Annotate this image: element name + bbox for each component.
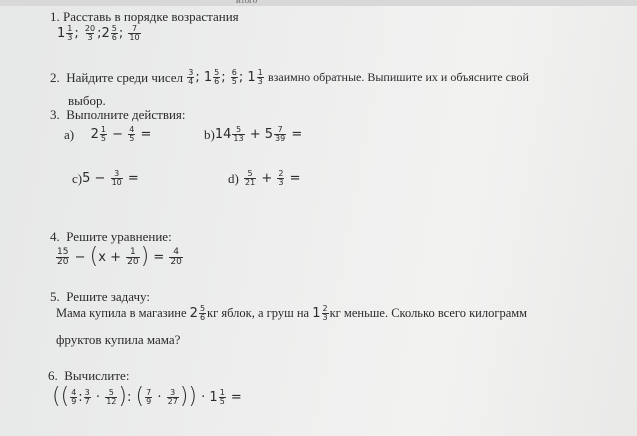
q1-a-fraction: 1 3 [67, 24, 73, 42]
header-fragment: итого [236, 0, 258, 5]
q1-text: Расставь в порядке возрастания [63, 9, 239, 24]
q4-number: 4. [50, 229, 60, 244]
q4-equation: 15 20 − ( x + $\frac{1}{20}$ ) = $\frac{4}{20}$ [57, 244, 182, 269]
q1-number-list [57, 25, 142, 42]
q1-c-fraction: 5 6 [111, 24, 117, 42]
q3-text: Выполните действия: [66, 107, 186, 122]
q1-a-whole: 1 [57, 26, 66, 41]
q2-number: 2. [50, 69, 60, 85]
q5-heading [50, 289, 150, 305]
q6-expression: ( ( 4 9 : 3 7 · 5 12 ) : ( 7 9 · 3 27 ) ) · 1 $\frac{1}{5}$ = [52, 384, 242, 409]
q3-d-expression: d) 5 21 + $\frac{2}{3}$ = [228, 169, 301, 187]
q5-number: 5. [50, 289, 60, 304]
q6-number: 6. [48, 368, 58, 383]
q1-b-fraction: 20 3 [84, 24, 96, 42]
q5-problem-line1: Мама купила в магазине 2 5 6 кг яблок, а груш на 1 2 3 кг меньше. Сколько всего килограмм [56, 304, 528, 322]
q1-c-whole: 2 [101, 26, 110, 41]
q1-sep: ; [97, 26, 102, 41]
q4-text: Решите уравнение: [66, 229, 172, 244]
q3-number: 3. [50, 107, 60, 122]
q5-problem-line2: фруктов купила мама? [56, 332, 181, 347]
q1-sep: ; [74, 26, 79, 41]
q2-text-after: взаимно обратные. Выпишите их и объясните свой [268, 70, 529, 84]
q1-sep: ; [118, 26, 124, 41]
q3-a-expression: a) 2 1 5 − $\frac{4}{5}$ = [64, 125, 152, 143]
page-top-strip [0, 0, 637, 6]
q1-d-fraction: 7 10 [129, 24, 140, 42]
q1-number: 1. [50, 9, 60, 24]
q3-c-expression: c) 5 − $\frac{3}{10}$ = [72, 169, 139, 187]
q2-line1 [50, 69, 529, 86]
q5-text: Решите задачу: [66, 289, 150, 304]
q6-heading [48, 368, 129, 384]
q2-line2: выбор. [68, 93, 106, 108]
q2-numbers: 3 4 ; 1 5 6 ; 6 5 ; 1 1 3 [188, 68, 263, 86]
q2-text-before: Найдите среди чисел [66, 69, 184, 85]
q3-heading [50, 107, 186, 123]
q3-b-expression: b) 14 5 13 + 5 $\frac{7}{39}$ = [204, 125, 303, 143]
q6-text: Вычислите: [64, 368, 130, 383]
q1-heading [50, 9, 239, 25]
q4-heading [50, 229, 172, 245]
